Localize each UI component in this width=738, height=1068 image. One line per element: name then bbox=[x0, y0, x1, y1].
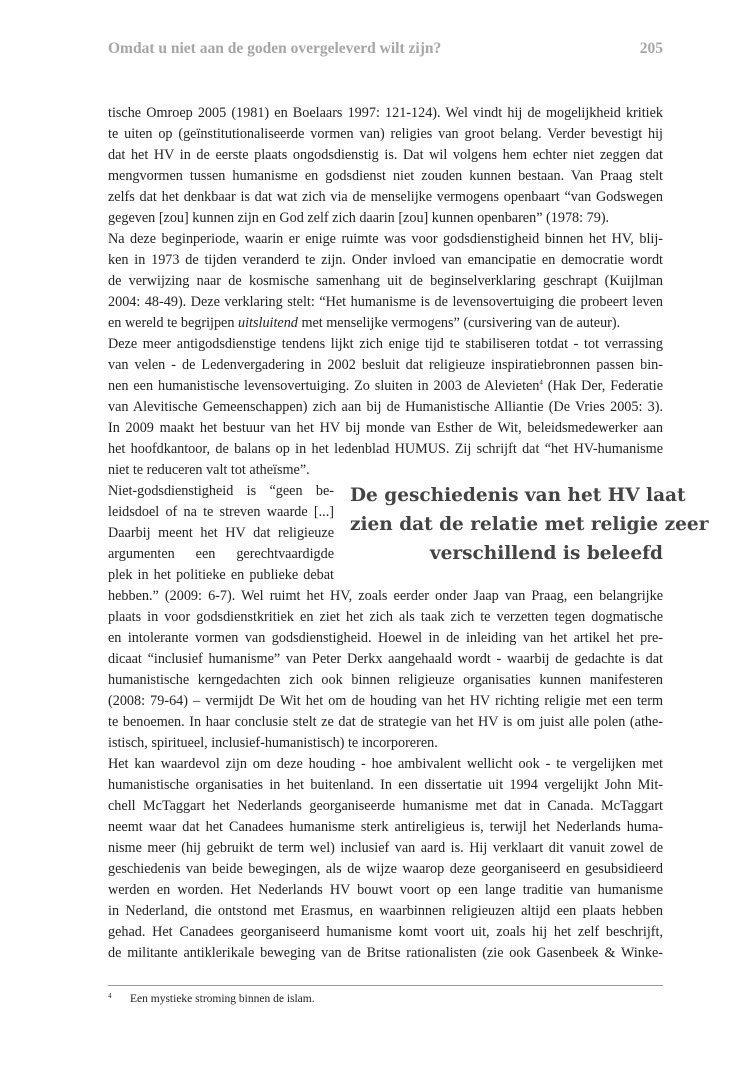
text-line: (2008: 79-64) – vermijdt De Wit het om de houding van het HV richting religie met een term bbox=[108, 693, 663, 709]
text-line: van velen - de Ledenvergadering in 2002 besluit dat religieuze inspiratiebronnen passen bin- bbox=[108, 357, 663, 373]
text-line: het hoofdkantoor, de balans op in het ledenblad HUMUS. Zij schrijft dat “het HV-humanisme bbox=[108, 441, 663, 457]
text-line: 2004: 48-49). Deze verklaring stelt: “Het humanisme is de levensovertuiging die probeert leven bbox=[108, 294, 663, 310]
text-line: humanistische kerngedachten zich ook binnen religieuze organisaties kunnen manifesteren bbox=[108, 672, 663, 688]
text-line: Het kan waardevol zijn om deze houding - hoe ambivalent wellicht ook - te vergelijken met bbox=[108, 756, 663, 772]
text-line: de verwijzing naar de kosmische samenhang uit de beginselverklaring geschrapt (Kuijlman bbox=[108, 273, 663, 289]
text-line: dat het HV in de eerste plaats ongodsdienstig is. Dat wil volgens hem echter niet zeggen dat bbox=[108, 147, 663, 163]
pull-quote-line: zien dat de relatie met religie zeer bbox=[350, 514, 709, 535]
text-line: Daarbij meent het HV dat religieuze bbox=[108, 525, 334, 541]
text-line: tische Omroep 2005 (1981) en Boelaars 1997: 121-124). Wel vindt hij de mogelijkheid kritiek bbox=[108, 105, 663, 121]
text-line bbox=[108, 313, 663, 333]
text-line: gegeven [zou] kunnen zijn en God zelf zich daarin [zou] kunnen openbaren” (1978: 79). bbox=[108, 210, 610, 226]
text-line: Na deze beginperiode, waarin er enige ruimte was voor godsdienstigheid binnen het HV, blij- bbox=[108, 231, 663, 247]
text-line: neemt waar dat het Canadees humanisme sterk antireligieus is, terwijl het Nederlands huma- bbox=[108, 819, 663, 835]
text-line: In 2009 maakt het bestuur van het HV bij monde van Esther de Wit, beleidsmedewerker aan bbox=[108, 420, 663, 436]
emphasis: uitsluitend bbox=[238, 315, 298, 331]
text-line: de militante antiklerikale beweging van de Britse rationalisten (zie ook Gasenbeek & Winke- bbox=[108, 945, 663, 961]
text-line: Deze meer antigodsdienstige tendens lijkt zich enige tijd te stabiliseren totdat - tot verrassing bbox=[108, 336, 663, 352]
text-line: in Nederland, die ontstond met Erasmus, en waarbinnen religieuzen altijd een plaats hebben bbox=[108, 903, 663, 919]
text-line: geschiedenis van beide bewegingen, als de wijze waarop deze georganiseerd en gesubsidieerd bbox=[108, 861, 663, 877]
text-line: plek in het politieke en publieke debat bbox=[108, 567, 334, 583]
text-line: zelfs dat het denkbaar is dat wat zich via de menselijke vermogens openbaart “van Godswegen bbox=[108, 189, 663, 205]
running-header bbox=[108, 40, 663, 64]
pull-quote-line: verschillend is beleefd bbox=[429, 543, 663, 564]
text-line: nisme meer (hij gebruikt de term wel) inclusief van aard is. Hij verklaart dit vanuit zowel de bbox=[108, 840, 663, 856]
text-line: hebben.” (2009: 6-7). Wel ruimt het HV, zoals eerder onder Jaap van Praag, een belangrijke bbox=[108, 588, 663, 604]
text-line: humanistische organisaties in het buitenland. In een dissertatie uit 1994 vergelijkt John Mit- bbox=[108, 777, 663, 793]
pull-quote-line: De geschiedenis van het HV laat bbox=[350, 485, 686, 506]
text-line: gehad. Het Canadees georganiseerd humanisme komt voort uit, zoals hij het zelf beschrijft, bbox=[108, 924, 663, 940]
text-line: leidsdoel of na te streven waarde [...] bbox=[108, 504, 334, 520]
footnote-text: Een mystieke stroming binnen de islam. bbox=[130, 993, 315, 1005]
text-line: dicaat “inclusief humanisme” van Peter Derkx aangehaald wordt - waarbij de gedachte is dat bbox=[108, 651, 663, 667]
footnote-divider bbox=[108, 985, 663, 986]
text-line: chell McTaggart het Nederlands georganiseerde humanisme met dat in Canada. McTaggart bbox=[108, 798, 663, 814]
text-run: nen een humanistische levensovertuiging. Zo sluiten in 2003 de Alevieten bbox=[108, 378, 540, 394]
page-number: 205 bbox=[639, 40, 663, 57]
text-line: te benoemen. In haar conclusie stelt ze dat de strategie van het HV is om juist alle polen (athe- bbox=[108, 714, 663, 730]
text-run: met menselijke vermogens” (cursivering van de auteur). bbox=[297, 315, 621, 331]
text-line: Niet-godsdienstigheid is “geen be- bbox=[108, 483, 334, 499]
text-line bbox=[108, 376, 663, 396]
text-line: mengvormen tussen humanisme en godsdienst niet zouden kunnen bestaan. Van Praag stelt bbox=[108, 168, 663, 184]
text-line: niet te reduceren valt tot atheïsme”. bbox=[108, 462, 310, 478]
footnote-reference[interactable]: 4 bbox=[539, 378, 543, 387]
text-line: plaats in voor godsdienstkritiek en ziet het zich als taak zich te verzetten tegen dogmatische bbox=[108, 609, 663, 625]
text-line: istisch, spiritueel, inclusief-humanistisch) te incorporeren. bbox=[108, 735, 438, 751]
text-line: ken in 1973 de tijden veranderd te zijn. Onder invloed van emancipatie en democratie wordt bbox=[108, 252, 663, 268]
text-run: (Hak Der, Federatie bbox=[542, 378, 663, 394]
text-line: werden en worden. Het Nederlands HV bouwt voort op een lange traditie van humanisme bbox=[108, 882, 663, 898]
running-title: Omdat u niet aan de goden overgeleverd wilt zijn? bbox=[108, 40, 442, 57]
text-line: en intolerante vormen van godsdienstigheid. Hoewel in de inleiding van het artikel het pre- bbox=[108, 630, 663, 646]
footnote-mark: 4 bbox=[108, 992, 112, 1000]
text-line: argumenten een gerechtvaardigde bbox=[108, 546, 334, 562]
pull-quote bbox=[350, 481, 709, 568]
text-line: van Alevitische Gemeenschappen) zich aan bij de Humanistische Alliantie (De Vries 2005: 3). bbox=[108, 399, 663, 415]
text-run: en wereld te begrijpen bbox=[108, 315, 238, 331]
text-line: te uiten op (geïnstitutionaliseerde vormen van) religies van groot belang. Verder bevestigt hij bbox=[108, 126, 663, 142]
